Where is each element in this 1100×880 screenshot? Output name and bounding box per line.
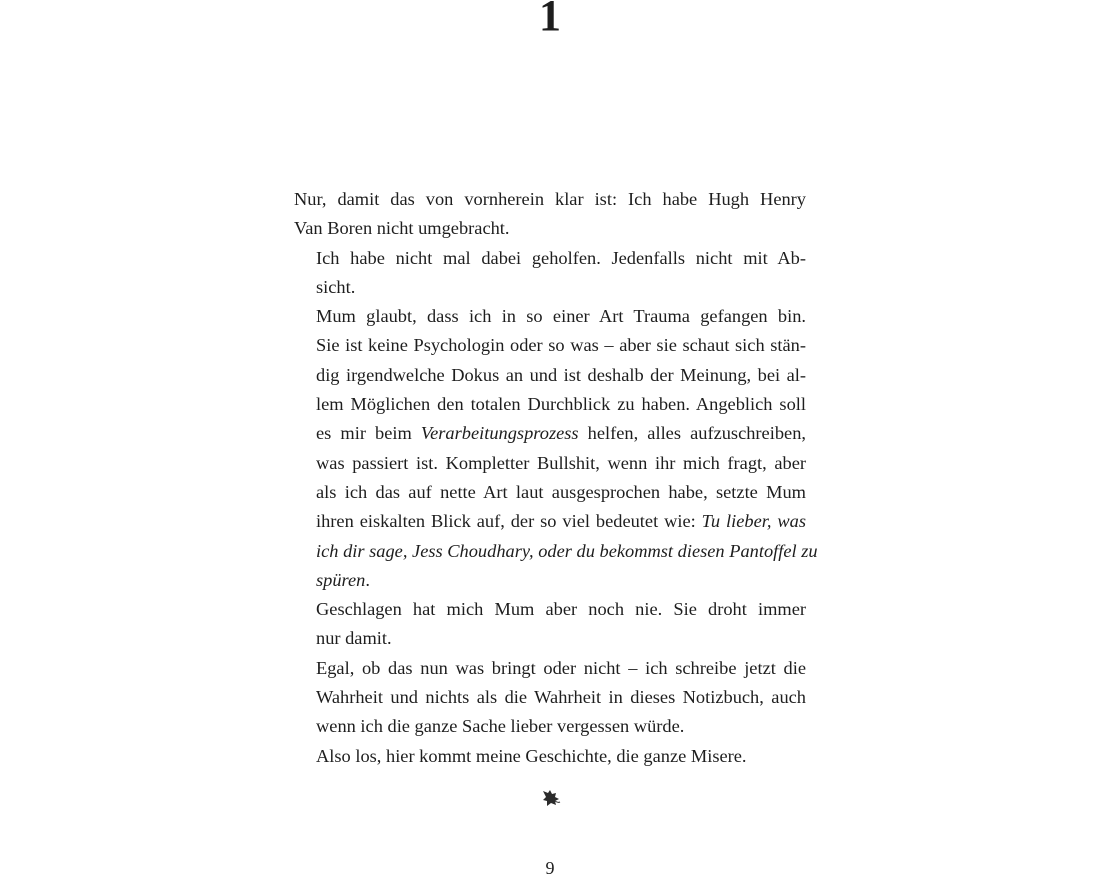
text-line: was passiert ist. Kompletter Bullshit, wenn ihr mich fragt, aber [316, 452, 806, 473]
text-line: Also los, hier kommt meine Geschichte, die ganze Misere. [316, 745, 747, 766]
text-line: Van Boren nicht umgebracht. [294, 218, 510, 239]
paragraph-1 [294, 185, 806, 244]
emphasis-quote: ich dir sage, Jess Choudhary, oder du bekommst diesen Pantoffel zu [316, 540, 818, 561]
paragraph-5 [294, 654, 806, 742]
text-line: lem Möglichen den totalen Durchblick zu haben. Angeblich soll [316, 394, 806, 415]
text-line: Mum glaubt, dass ich in so einer Art Trauma gefangen bin. [316, 306, 806, 327]
text-run: helfen, alles aufzuschreiben, [578, 423, 806, 444]
text-line: dig irgendwelche Dokus an und ist deshalb der Meinung, bei al- [316, 364, 806, 385]
text-line [294, 507, 806, 536]
page-number: 9 [545, 858, 555, 878]
paragraph-4 [294, 595, 806, 654]
text-line: Geschlagen hat mich Mum aber noch nie. Sie droht immer [316, 599, 806, 620]
text-line: wenn ich die ganze Sache lieber vergessen würde. [316, 716, 685, 737]
text-run: es mir beim [316, 423, 421, 444]
leaf-ornament-icon [541, 789, 561, 807]
text-line: Ich habe nicht mal dabei geholfen. Jedenfalls nicht mit Ab- [316, 247, 806, 268]
emphasis-quote: Tu lieber, was [701, 511, 806, 532]
text-run: . [365, 569, 370, 590]
text-line: Nur, damit das von vornherein klar ist: Ich habe Hugh Henry [294, 189, 806, 209]
text-line: als ich das auf nette Art laut ausgesprochen habe, setzte Mum [316, 481, 806, 502]
text-line: Egal, ob das nun was bringt oder nicht – ich schreibe jetzt die [316, 657, 806, 678]
text-line [294, 566, 806, 595]
emphasis-verarbeitungsprozess: Verarbeitungsprozess [420, 423, 579, 444]
chapter-text [294, 185, 818, 771]
text-line [294, 537, 818, 566]
text-line: Wahrheit und nichts als die Wahrheit in dieses Notizbuch, auch [316, 687, 806, 708]
chapter-number: 1 [539, 0, 561, 40]
paragraph-6 [294, 742, 806, 771]
paragraph-2 [294, 244, 806, 303]
emphasis-quote: spüren [316, 569, 366, 590]
text-line: sicht. [316, 276, 356, 297]
text-line: Sie ist keine Psychologin oder so was – aber sie schaut sich stän- [316, 335, 806, 356]
text-run: ihren eiskalten Blick auf, der so viel bedeutet wie: [316, 511, 702, 532]
text-line [294, 419, 806, 448]
text-line: nur damit. [316, 628, 392, 649]
paragraph-3 [294, 302, 818, 595]
